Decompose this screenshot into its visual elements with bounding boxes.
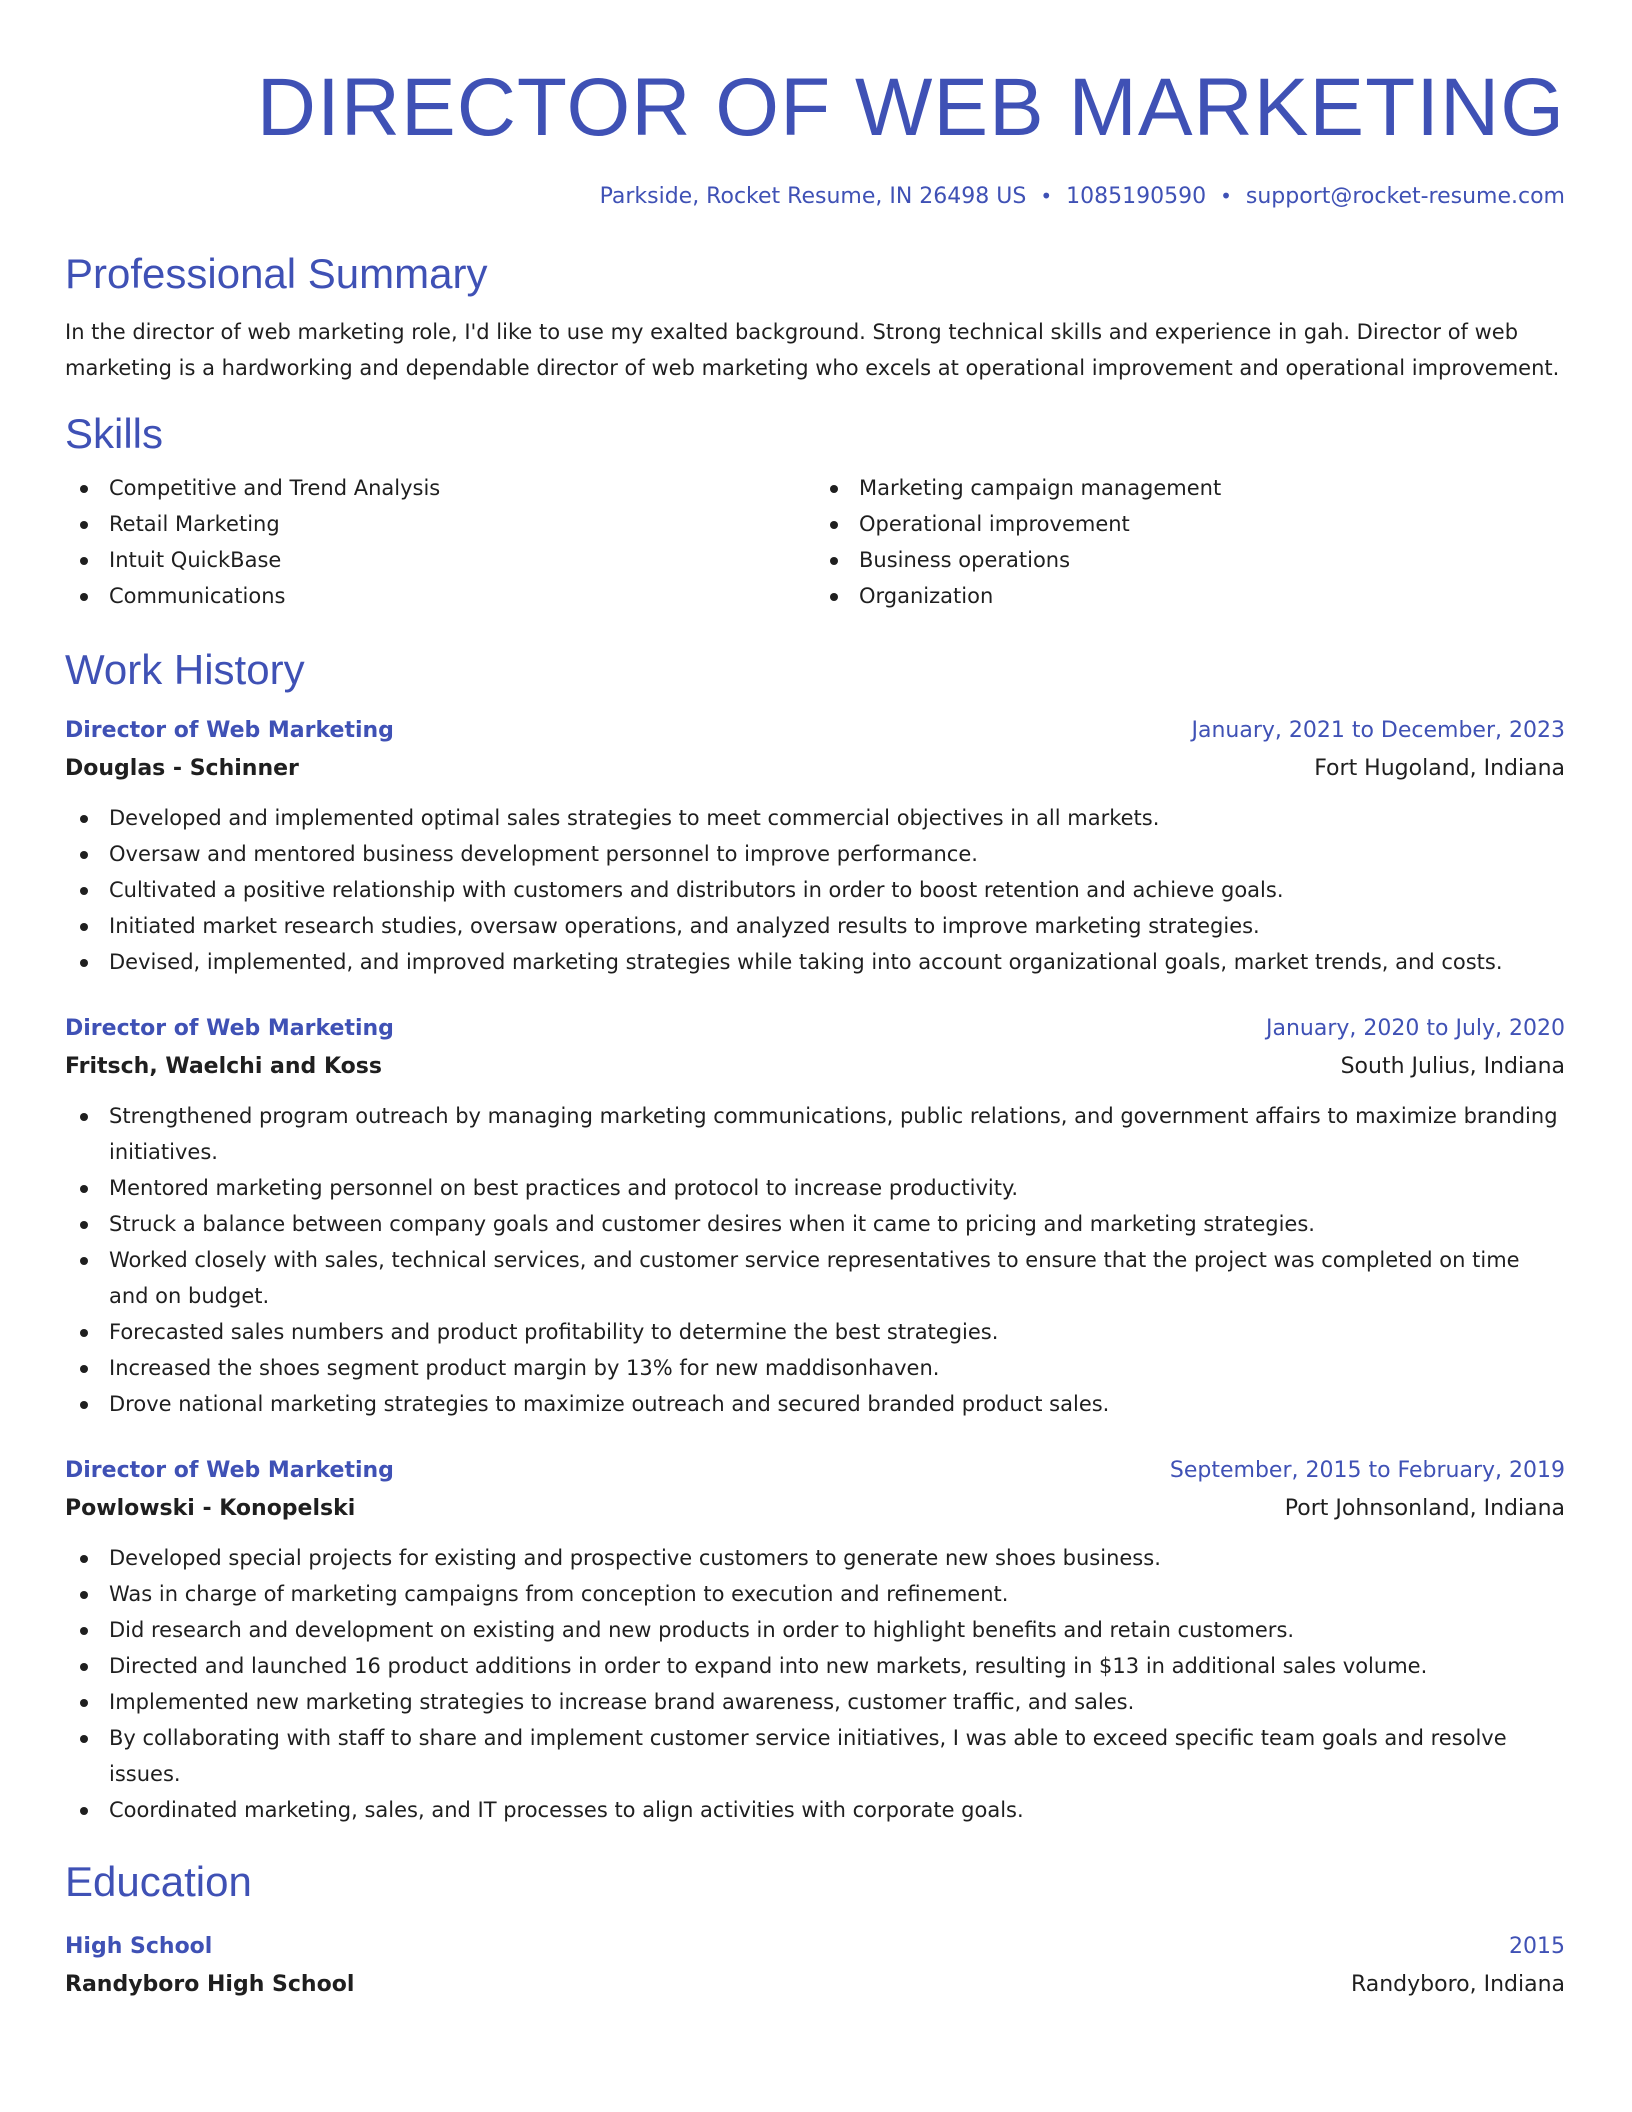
job-company: Fritsch, Waelchi and Koss — [65, 1054, 382, 1079]
job-bullet: Mentored marketing personnel on best practices and protocol to increase productivity. — [65, 1170, 1565, 1206]
work-history-section — [65, 642, 1565, 1828]
work-history-heading: Work History — [65, 646, 305, 693]
skills-grid — [65, 470, 1565, 614]
skill-item: Operational improvement — [815, 506, 1565, 542]
education-section — [65, 1854, 1565, 2004]
job-company: Douglas - Schinner — [65, 756, 299, 781]
resume-title: DIRECTOR OF WEB MARKETING — [256, 62, 1565, 153]
skill-item: Organization — [815, 578, 1565, 614]
contact-separator: • — [1040, 184, 1053, 208]
job-title: Director of Web Marketing — [65, 718, 394, 743]
contact-separator: • — [1220, 184, 1232, 208]
job-entry — [65, 1010, 1565, 1422]
job-bullet: Oversaw and mentored business development personnel to improve performance. — [65, 836, 1565, 872]
job-bullets — [65, 1098, 1565, 1422]
job-bullet: Drove national marketing strategies to maximize outreach and secured branded product sales. — [65, 1386, 1565, 1422]
summary-heading: Professional Summary — [65, 250, 488, 297]
job-bullet: Was in charge of marketing campaigns from conception to execution and refinement. — [65, 1576, 1565, 1612]
job-company: Powlowski - Konopelski — [65, 1496, 356, 1521]
skill-item: Intuit QuickBase — [65, 542, 815, 578]
skills-section — [65, 406, 1565, 614]
job-location: Fort Hugoland, Indiana — [1314, 756, 1565, 781]
job-bullet: Implemented new marketing strategies to increase brand awareness, customer traffic, and sales. — [65, 1684, 1565, 1720]
job-bullet: By collaborating with staff to share and implement customer service initiatives, I was able to exceed specific team goals and resolve issues. — [65, 1720, 1565, 1792]
skill-item: Business operations — [815, 542, 1565, 578]
job-bullets — [65, 1540, 1565, 1828]
skill-item: Retail Marketing — [65, 506, 815, 542]
skills-column-right — [815, 470, 1565, 614]
job-bullet: Did research and development on existing and new products in order to highlight benefits and retain customers. — [65, 1612, 1565, 1648]
skills-column-left — [65, 470, 815, 614]
job-location: Port Johnsonland, Indiana — [1284, 1496, 1565, 1521]
job-dates: September, 2015 to February, 2019 — [1169, 1458, 1565, 1483]
job-entry — [65, 1452, 1565, 1828]
education-location: Randyboro, Indiana — [1350, 1972, 1565, 1997]
job-dates: January, 2020 to July, 2020 — [1266, 1016, 1565, 1041]
skill-item: Competitive and Trend Analysis — [65, 470, 815, 506]
job-bullet: Developed and implemented optimal sales strategies to meet commercial objectives in all markets. — [65, 800, 1565, 836]
job-bullet: Increased the shoes segment product margin by 13% for new maddisonhaven. — [65, 1350, 1565, 1386]
skills-heading: Skills — [65, 410, 164, 457]
job-entry — [65, 712, 1565, 980]
summary-section — [65, 246, 1565, 386]
skill-item: Marketing campaign management — [815, 470, 1565, 506]
contact-line — [65, 180, 1565, 213]
education-school: Randyboro High School — [65, 1972, 355, 1997]
job-bullet: Strengthened program outreach by managing marketing communications, public relations, and government affairs to maximize branding initiatives. — [65, 1098, 1565, 1170]
education-entry — [65, 1928, 1565, 2004]
job-bullets — [65, 800, 1565, 980]
job-title: Director of Web Marketing — [65, 1458, 394, 1483]
job-bullet: Initiated market research studies, oversaw operations, and analyzed results to improve marketing strategies. — [65, 908, 1565, 944]
job-bullet: Worked closely with sales, technical services, and customer service representatives to ensure that the project was completed on time and on budget. — [65, 1242, 1565, 1314]
summary-text: In the director of web marketing role, I'd like to use my exalted background. Strong technical skills and experience in gah. Director of web marketing is a hardworking and dependable director of web marketing who excels at operational improvement and operational improvement. — [65, 320, 1560, 380]
job-bullet: Developed special projects for existing and prospective customers to generate new shoes business. — [65, 1540, 1565, 1576]
job-dates: January, 2021 to December, 2023 — [1191, 718, 1565, 743]
job-bullet: Struck a balance between company goals and customer desires when it came to pricing and marketing strategies. — [65, 1206, 1565, 1242]
job-bullet: Forecasted sales numbers and product profitability to determine the best strategies. — [65, 1314, 1565, 1350]
education-degree: High School — [65, 1934, 213, 1959]
job-bullet: Directed and launched 16 product additions in order to expand into new markets, resulting in $13 in additional sales volume. — [65, 1648, 1565, 1684]
contact-address: Parkside, Rocket Resume, IN 26498 US — [599, 184, 1027, 209]
job-title: Director of Web Marketing — [65, 1016, 394, 1041]
job-bullet: Cultivated a positive relationship with customers and distributors in order to boost retention and achieve goals. — [65, 872, 1565, 908]
education-heading: Education — [65, 1858, 252, 1905]
job-location: South Julius, Indiana — [1340, 1054, 1565, 1079]
job-bullet: Devised, implemented, and improved marketing strategies while taking into account organizational goals, market trends, and costs. — [65, 944, 1565, 980]
education-year: 2015 — [1509, 1934, 1565, 1959]
contact-email[interactable]: support@rocket-resume.com — [1245, 184, 1565, 209]
skill-item: Communications — [65, 578, 815, 614]
job-bullet: Coordinated marketing, sales, and IT processes to align activities with corporate goals. — [65, 1792, 1565, 1828]
contact-phone: 1085190590 — [1066, 184, 1207, 209]
